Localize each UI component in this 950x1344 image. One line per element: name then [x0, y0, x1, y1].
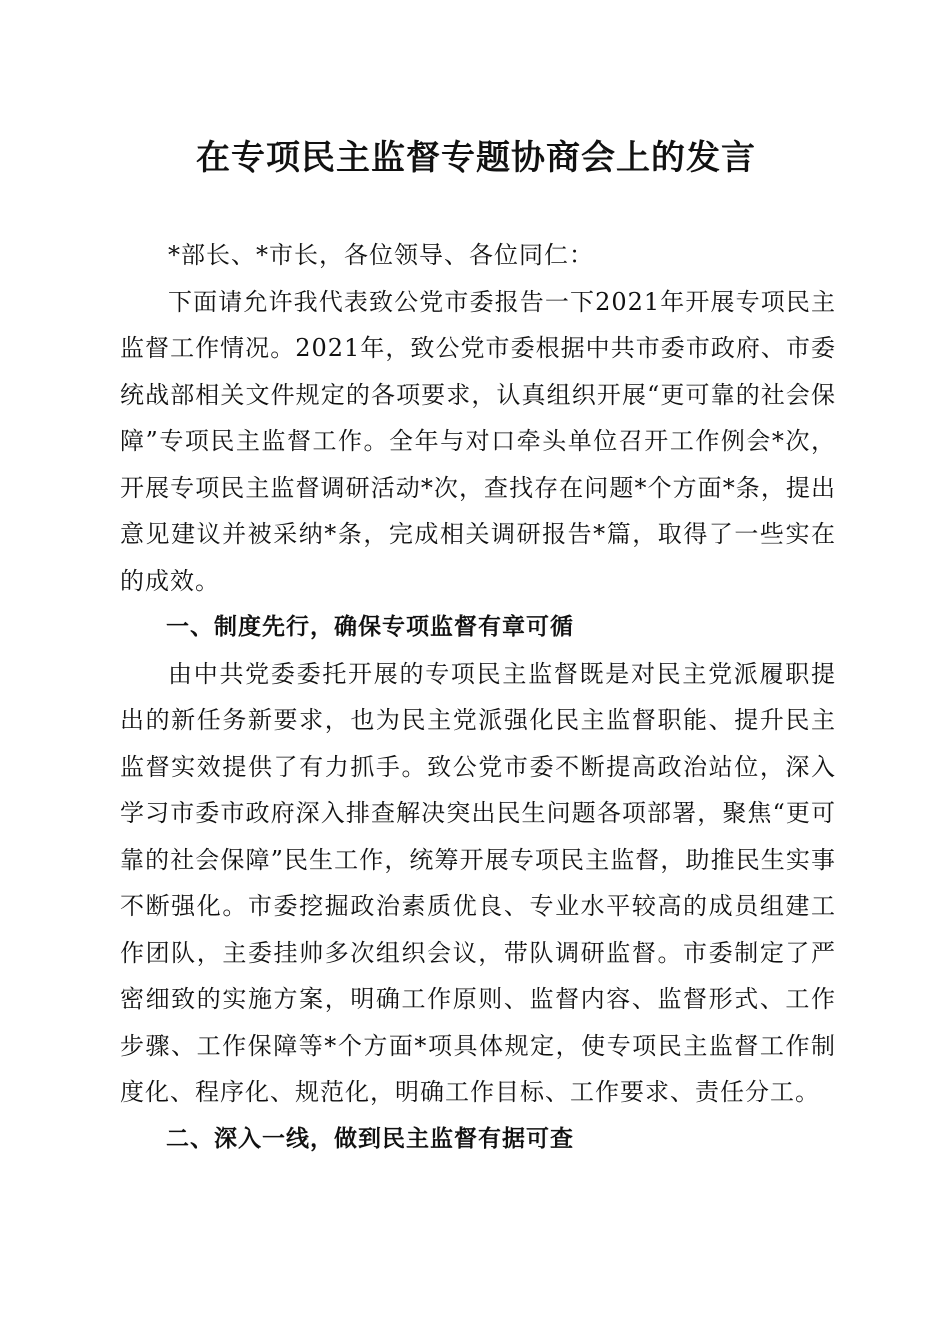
document-body: [120, 232, 836, 1162]
section-1-heading: 一、制度先行，确保专项监督有章可循: [166, 614, 574, 640]
section-2-heading: 二、深入一线，做到民主监督有据可查: [166, 1125, 574, 1152]
document-title: 在专项民主监督专题协商会上的发言: [196, 138, 756, 178]
section-1-paragraph: 由中共党委委托开展的专项民主监督既是对民主党派履职提出的新任务新要求，也为民主党派强化民主监督职能、提升民主监督实效提供了有力抓手。致公党市委不断提高政治站位，深入学习市委市政府深入排查解决突出民生问题各项部署，聚焦“更可靠的社会保障”民生工作，统筹开展专项民主监督，助推民生实事不断强化。市委挖掘政治素质优良、专业水平较高的成员组建工作团队，主委挂帅多次组织会议，带队调研监督。市委制定了严密细致的实施方案，明确工作原则、监督内容、监督形式、工作步骤、工作保障等*个方面*项具体规定，使专项民主监督工作制度化、程序化、规范化，明确工作目标、工作要求、责任分工。: [120, 659, 836, 1106]
salutation: *部长、*市长，各位领导、各位同仁：: [168, 241, 594, 269]
intro-paragraph: 下面请允许我代表致公党市委报告一下2021年开展专项民主监督工作情况。2021年，致公党市委根据中共市委市政府、市委统战部相关文件规定的各项要求，认真组织开展“更可靠的社会保障”专项民主监督工作。全年与对口牵头单位召开工作例会*次，开展专项民主监督调研活动*次，查找存在问题*个方面*条，提出意见建议并被采纳*条，完成相关调研报告*篇，取得了一些实在的成效。: [120, 287, 836, 595]
